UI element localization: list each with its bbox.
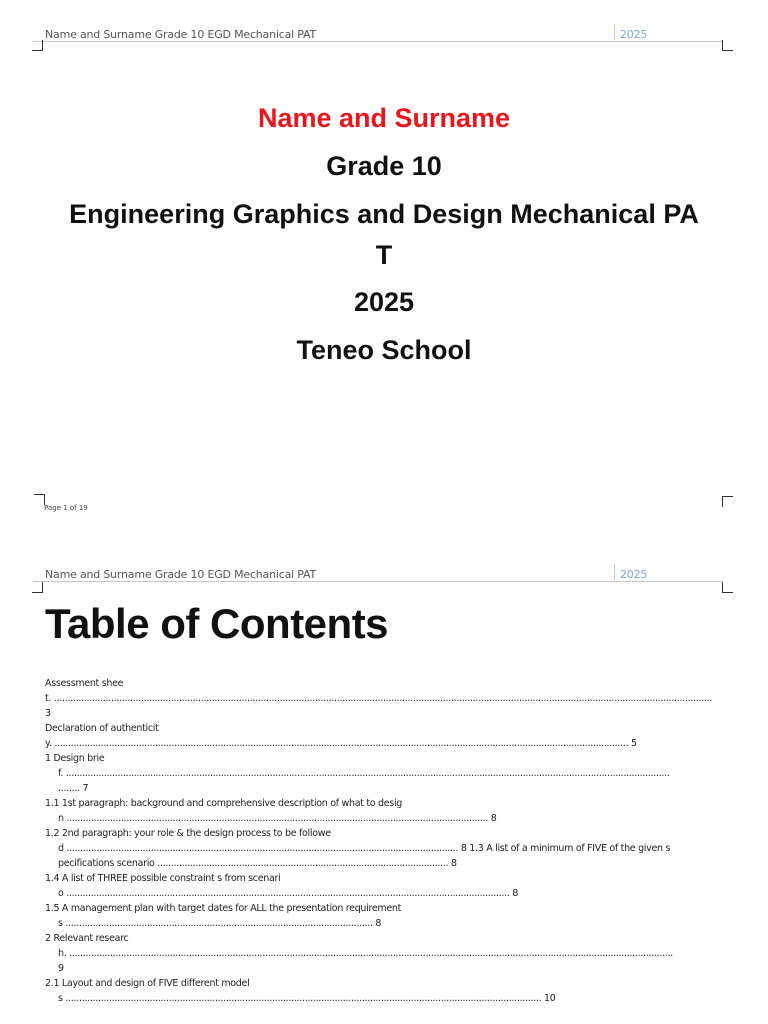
toc-title: Table of Contents (45, 600, 389, 647)
toc-line[interactable]: 2 Relevant researc (45, 933, 129, 944)
toc-line[interactable]: Declaration of authenticit (45, 723, 159, 734)
toc-list (45, 676, 723, 1006)
toc-line[interactable]: f. .............................................................................................................................................................................................................................. (58, 768, 670, 779)
school-heading: Teneo School (296, 335, 472, 365)
subject-heading (30, 194, 738, 276)
toc-line[interactable]: s ............................................................................................................................................................................... 10 (58, 993, 556, 1004)
header-rule (33, 581, 723, 582)
toc-line[interactable]: 1.2 2nd paragraph: your role & the design process to be followe (45, 828, 331, 839)
toc-line[interactable]: o ................................................................................................................................................................... 8 (58, 888, 519, 899)
toc-line[interactable]: d ................................................................................................................................................ 8 1.3 A list of a minimum of FIVE of the given s (58, 843, 671, 854)
student-name: Name and Surname (257, 103, 511, 133)
subject-line-2: T (375, 240, 393, 270)
toc-line[interactable]: 1 Design brie (45, 753, 105, 764)
header-separator (614, 24, 615, 40)
page-header (45, 28, 723, 42)
toc-line[interactable]: y. ................................................................................................................................................................................................................... 5 (45, 738, 637, 749)
grade-heading: Grade 10 (326, 151, 442, 181)
toc-line[interactable]: 2.1 Layout and design of FIVE different model (45, 978, 250, 989)
toc-line[interactable]: Assessment shee (45, 678, 124, 689)
toc-line[interactable]: 1.5 A management plan with target dates for ALL the presentation requirement (45, 903, 402, 914)
page-header (45, 568, 723, 582)
header-title: Name and Surname Grade 10 EGD Mechanical PAT (45, 568, 316, 581)
header-rule (33, 41, 723, 42)
toc-line[interactable]: n ........................................................................................................................................................... 8 (58, 813, 497, 824)
header-title: Name and Surname Grade 10 EGD Mechanical PAT (45, 28, 316, 41)
crop-mark-bottom-right (722, 496, 733, 507)
header-separator (614, 564, 615, 580)
crop-mark-top-left (32, 582, 43, 593)
toc-line[interactable]: 1.1 1st paragraph: background and comprehensive description of what to desig (45, 798, 403, 809)
toc-page (0, 540, 768, 1024)
toc-line[interactable]: t. .................................................................................................................................................................................................................................................. (45, 693, 713, 704)
toc-line[interactable]: ........ 7 (58, 783, 89, 794)
header-year: 2025 (620, 28, 648, 41)
toc-line[interactable]: 3 (45, 708, 51, 719)
crop-mark-top-right (722, 40, 733, 51)
year-heading: 2025 (353, 287, 415, 317)
toc-line[interactable]: pecifications scenario ........................................................................................................... 8 (58, 858, 457, 869)
crop-mark-top-left (32, 40, 43, 51)
cover-title-block (30, 96, 738, 374)
toc-line[interactable]: s ................................................................................................................. 8 (58, 918, 382, 929)
crop-mark-top-right (722, 582, 733, 593)
page-number: Page 1 of 19 (44, 504, 88, 512)
subject-line-1: Engineering Graphics and Design Mechanical PA (69, 199, 699, 229)
toc-line[interactable]: 9 (58, 963, 64, 974)
toc-line[interactable]: 1.4 A list of THREE possible constraint s from scenari (45, 873, 281, 884)
header-year: 2025 (620, 568, 648, 581)
toc-line[interactable]: h. .............................................................................................................................................................................................................................. (58, 948, 673, 959)
